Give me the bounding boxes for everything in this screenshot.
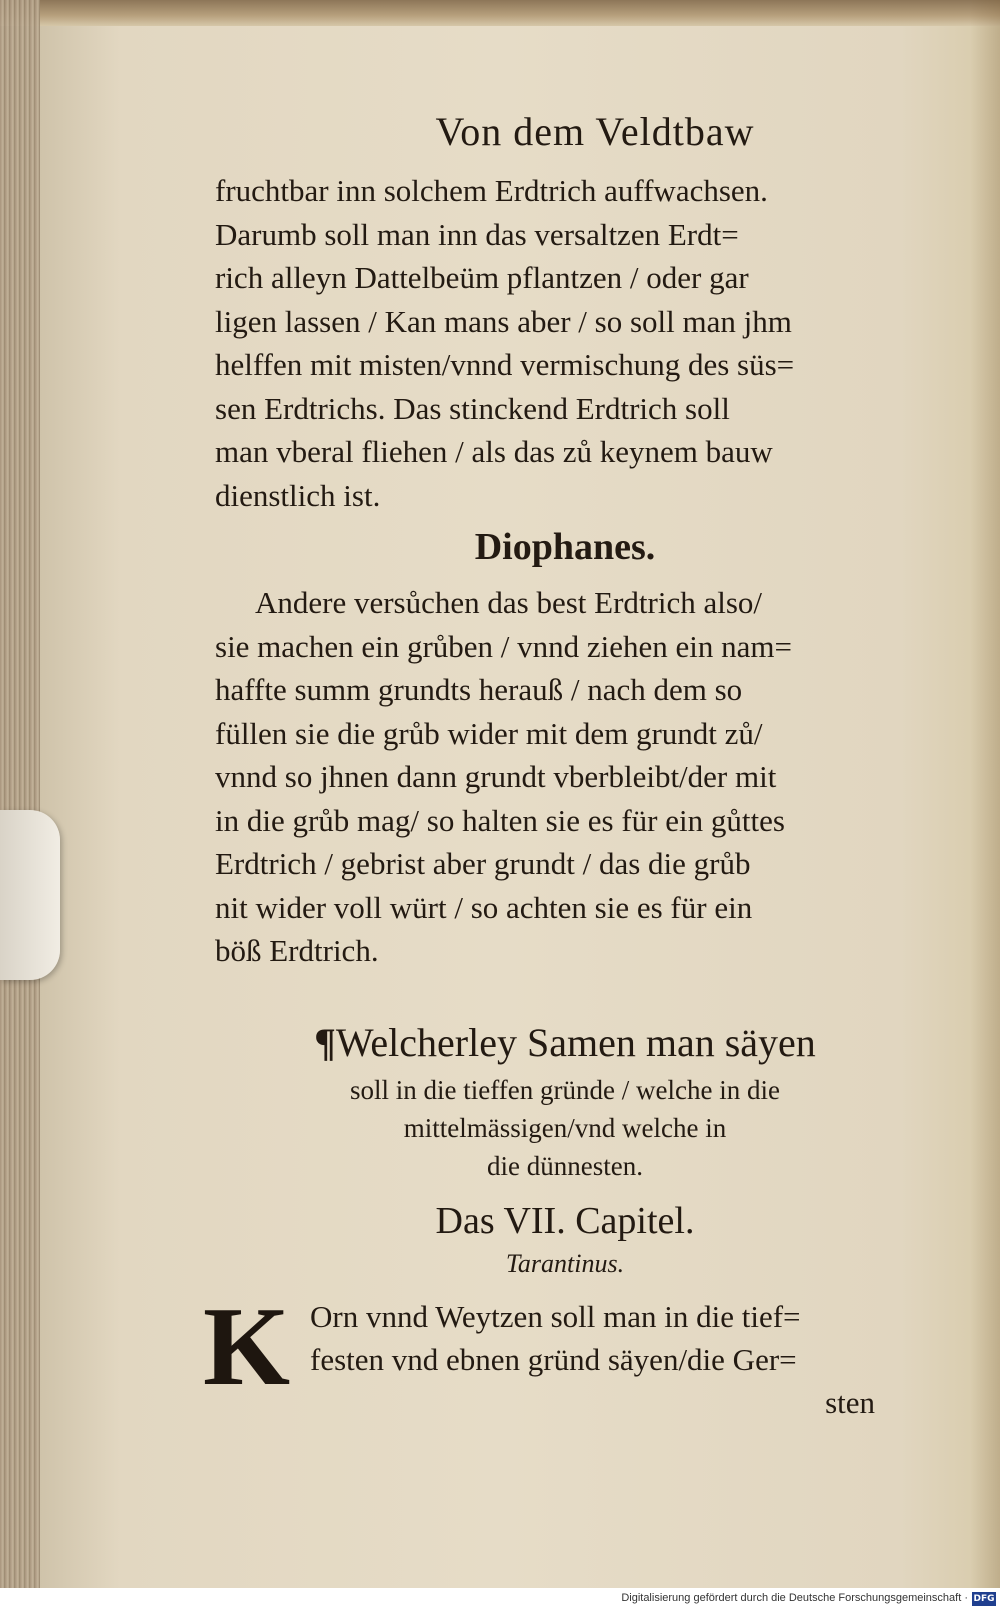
pilcrow-mark: ¶	[314, 1019, 336, 1065]
chapter-number: Das VII. Capitel.	[435, 1199, 695, 1242]
text-line: festen vnd ebnen gründ säyen/die Ger=	[310, 1341, 797, 1377]
chapter-title-line-2: soll in die tieffen gründe / welche in die	[350, 1074, 780, 1105]
text-line: fruchtbar inn solchem Erdtrich auffwachsen.	[215, 173, 768, 208]
footer-bar	[0, 1588, 1000, 1610]
chapter-title-text: Welcherley Samen man säyen	[335, 1019, 816, 1065]
text-line: sen Erdtrichs. Das stinckend Erdtrich soll	[215, 390, 730, 426]
text-line: in die grůb mag/ so halten sie es für ein gůttes	[215, 802, 785, 838]
text-line: dienstlich ist.	[215, 477, 381, 513]
text-line: man vberal fliehen / als das zů keynem bauw	[215, 434, 773, 469]
decorated-initial: K	[203, 1284, 291, 1409]
chapter-title-line-3: mittelmässigen/vnd welche in	[403, 1112, 727, 1143]
text-line: ligen lassen / Kan mans aber / so soll man jhm	[215, 303, 792, 339]
author-name: Tarantinus.	[505, 1248, 625, 1278]
text-line: helffen mit misten/vnnd vermischung des süs=	[215, 347, 795, 382]
page-tab	[0, 810, 60, 980]
text-line: böß Erdtrich.	[215, 933, 379, 968]
section-subhead: Diophanes.	[474, 526, 656, 568]
text-line: Orn vnnd Weytzen soll man in die tief=	[310, 1298, 801, 1334]
text-line: vnnd so jhnen dann grundt vberbleibt/der mit	[215, 759, 777, 794]
book-spine-edge	[0, 0, 40, 1588]
text-line: haffte summ grundts herauß / nach dem so	[215, 672, 743, 707]
text-line: rich alleyn Dattelbeüm pflantzen / oder gar	[215, 260, 749, 295]
footer-credit: Digitalisierung gefördert durch die Deutsche Forschungsgemeinschaft ·	[621, 1592, 968, 1604]
running-head: Von dem Veldtbaw	[435, 109, 755, 154]
text-line: sie machen ein grůben / vnnd ziehen ein nam=	[215, 628, 793, 664]
text-line: füllen sie die grůb wider mit dem grundt zů/	[215, 715, 763, 751]
text-line: Darumb soll man inn das versaltzen Erdt=	[215, 216, 739, 252]
text-line: nit wider voll würt / so achten sie es für ein	[215, 889, 753, 925]
chapter-title-line-4: die dünnesten.	[487, 1150, 643, 1181]
text-block	[203, 108, 915, 1421]
paragraph-2	[215, 581, 915, 973]
text-line: Erdtrich / gebrist aber grundt / das die grůb	[215, 846, 751, 881]
paragraph-1	[215, 169, 915, 517]
catchword: sten	[825, 1384, 875, 1420]
text-line: Andere versůchen das best Erdtrich also/	[255, 585, 763, 620]
dfg-logo: DFG	[973, 1594, 995, 1604]
chapter-title-line-1	[215, 1015, 915, 1071]
page-shadow	[970, 0, 1000, 1588]
opening-paragraph	[203, 1284, 915, 1421]
book-top-edge	[0, 0, 1000, 26]
chapter-title	[215, 1015, 915, 1185]
